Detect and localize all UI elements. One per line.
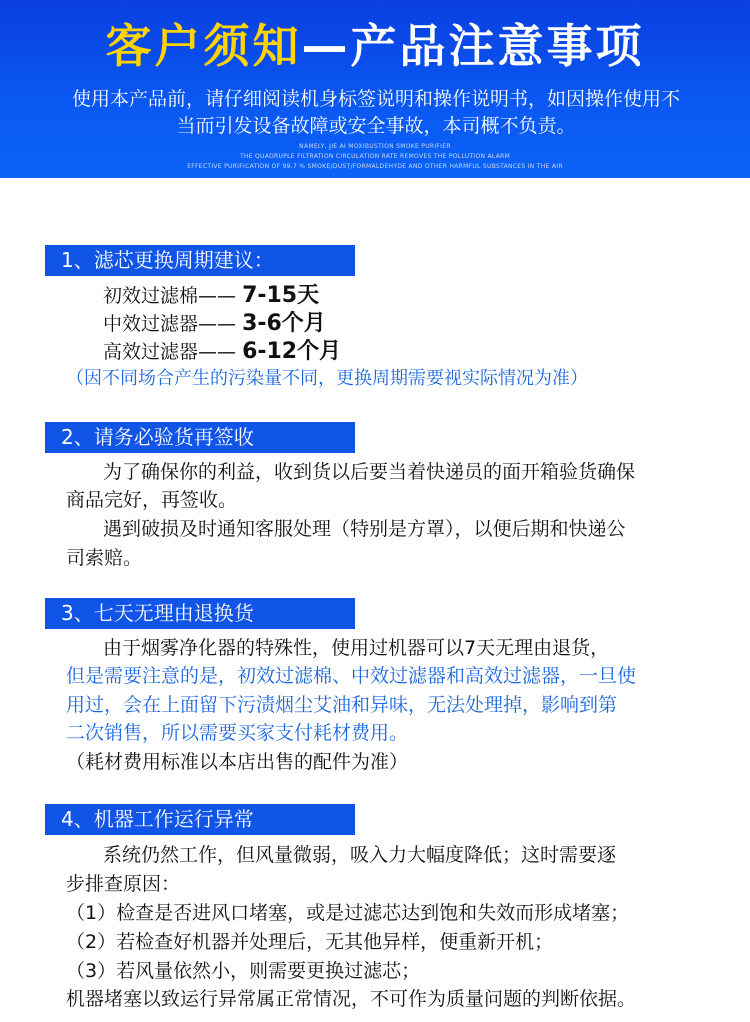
disclaimer-line-2: 当而引发设备故障或安全事故，本司概不负责。 (176, 115, 576, 137)
section-1-note: （因不同场合产生的污染量不同，更换周期需要视实际情况为准） (66, 368, 588, 389)
english-line-1: NAMELY, JIE AI MOXIBUSTION SMOKE PURIFIER (299, 143, 451, 150)
section-2-title: 2、请务必验货再签收 (45, 422, 355, 453)
section-4-line-2: 步排查原因： (66, 873, 181, 895)
section-2-line-4: 司索赔。 (66, 547, 143, 569)
section-2-line-2: 商品完好，再签收。 (66, 489, 238, 511)
section-1-title: 1、滤芯更换周期建议： (45, 245, 355, 276)
section-3-title: 3、七天无理由退换货 (45, 598, 355, 629)
section-2-line-1: 为了确保你的利益，收到货以后要当着快递员的面开箱验货确保 (103, 461, 636, 483)
filter-item-3-value: 6-12个月 (242, 339, 342, 364)
english-line-2: THE QUADRUPLE FILTRATION CIRCULATION RATE REMOVES THE POLLUTION ALARM (239, 153, 511, 160)
section-4-line-5: （3）若风量依然小，则需要更换过滤芯； (66, 960, 421, 982)
filter-item-3 (103, 339, 341, 365)
section-4-title: 4、机器工作运行异常 (45, 804, 355, 835)
filter-item-2-value: 3-6个月 (242, 311, 326, 336)
filter-item-1-value: 7-15天 (242, 283, 320, 308)
section-4-line-4: （2）若检查好机器并处理后，无其他异样，便重新开机； (66, 931, 554, 953)
english-line-3: EFFECTIVE PURIFICATION OF 99.7 % SMOKE/DUST/FORMALDEHYDE AND OTHER HARMFUL SUBSTANCES IN THE AIR (187, 163, 563, 170)
header-banner (0, 0, 750, 178)
filter-item-1 (103, 283, 319, 309)
section-3-warning-2: 用过，会在上面留下污渍烟尘艾油和异味，无法处理掉，影响到第 (66, 694, 618, 716)
disclaimer-line-1: 使用本产品前，请仔细阅读机身标签说明和操作说明书，如因操作使用不 (71, 88, 680, 110)
filter-item-1-label: 初效过滤棉—— (103, 285, 237, 307)
section-4-line-6: 机器堵塞以致运行异常属正常情况，不可作为质量问题的判断依据。 (66, 988, 637, 1010)
section-4-line-1: 系统仍然工作，但风量微弱，吸入力大幅度降低；这时需要逐 (103, 844, 617, 866)
filter-item-2-label: 中效过滤器—— (103, 313, 237, 335)
section-3-line-1: 由于烟雾净化器的特殊性，使用过机器可以7天无理由退货， (103, 637, 610, 659)
section-2-line-3: 遇到破损及时通知客服处理（特别是方罩），以便后期和快递公 (103, 518, 626, 540)
filter-item-3-label: 高效过滤器—— (103, 341, 237, 363)
filter-item-2 (103, 311, 326, 337)
section-4-line-3: （1）检查是否进风口堵塞，或是过滤芯达到饱和失效而形成堵塞； (66, 902, 630, 924)
page-title-highlight: 客户须知 (105, 19, 302, 73)
section-3-last-line: （耗材费用标准以本店出售的配件为准） (66, 751, 409, 773)
disclaimer-note (16, 86, 736, 140)
page-title (0, 18, 750, 74)
section-3-warning-1: 但是需要注意的是，初效过滤棉、中效过滤器和高效过滤器，一旦使 (66, 665, 637, 687)
page-title-rest: —产品注意事项 (301, 19, 645, 73)
section-3-warning-3: 二次销售，所以需要买家支付耗材费用。 (66, 722, 409, 744)
